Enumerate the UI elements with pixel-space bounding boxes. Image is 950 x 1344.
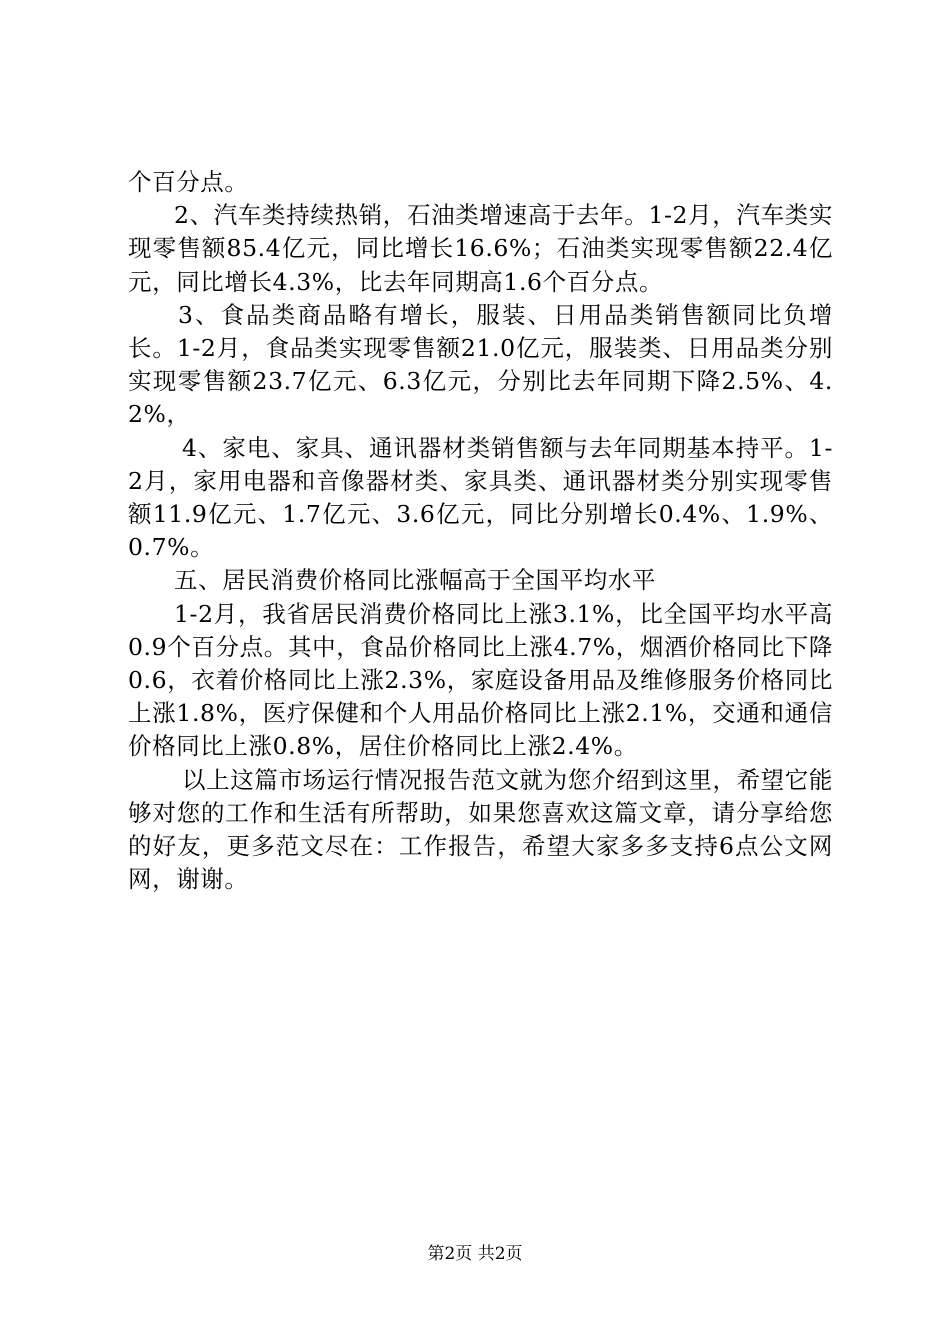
paragraph-item-3: 3、食品类商品略有增长，服装、日用品类销售额同比负增长。1-2月，食品类实现零售额21.0亿元，服装类、日用品类分别实现零售额23.7亿元、6.3亿元，分别比去年同期下降2.5%、4.2%， <box>128 300 833 429</box>
paragraph-continuation: 个百分点。 <box>128 168 249 196</box>
page-number-label: 第2页 共2页 <box>427 1244 523 1264</box>
paragraph-item-4: 4、家电、家具、通讯器材类销售额与去年同期基本持平。1-2月，家用电器和音像器材类、家具类、通讯器材类分别实现零售额11.9亿元、1.7亿元、3.6亿元，同比分别增长0.4%、1.9%、0.7%。 <box>128 433 833 562</box>
page-footer <box>0 1243 950 1265</box>
paragraph-cpi: 1-2月，我省居民消费价格同比上涨3.1%，比全国平均水平高0.9个百分点。其中，食品价格同比上涨4.7%，烟酒价格同比下降0.6，衣着价格同比上涨2.3%，家庭设备用品及维修服务价格同比上涨1.8%，医疗保健和个人用品价格同比上涨2.1%，交通和通信价格同比上涨0.8%，居住价格同比上涨2.4%。 <box>128 599 833 761</box>
paragraph-item-2: 2、汽车类持续热销，石油类增速高于去年。1-2月，汽车类实现零售额85.4亿元，同比增长16.6%；石油类实现零售额22.4亿元，同比增长4.3%，比去年同期高1.6个百分点。 <box>128 201 833 296</box>
paragraph-closing: 以上这篇市场运行情况报告范文就为您介绍到这里，希望它能够对您的工作和生活有所帮助，如果您喜欢这篇文章，请分享给您的好友，更多范文尽在：工作报告，希望大家多多支持6点公文网网，谢谢。 <box>128 765 833 894</box>
section-heading-5: 五、居民消费价格同比涨幅高于全国平均水平 <box>174 566 656 595</box>
document-body <box>128 166 833 896</box>
